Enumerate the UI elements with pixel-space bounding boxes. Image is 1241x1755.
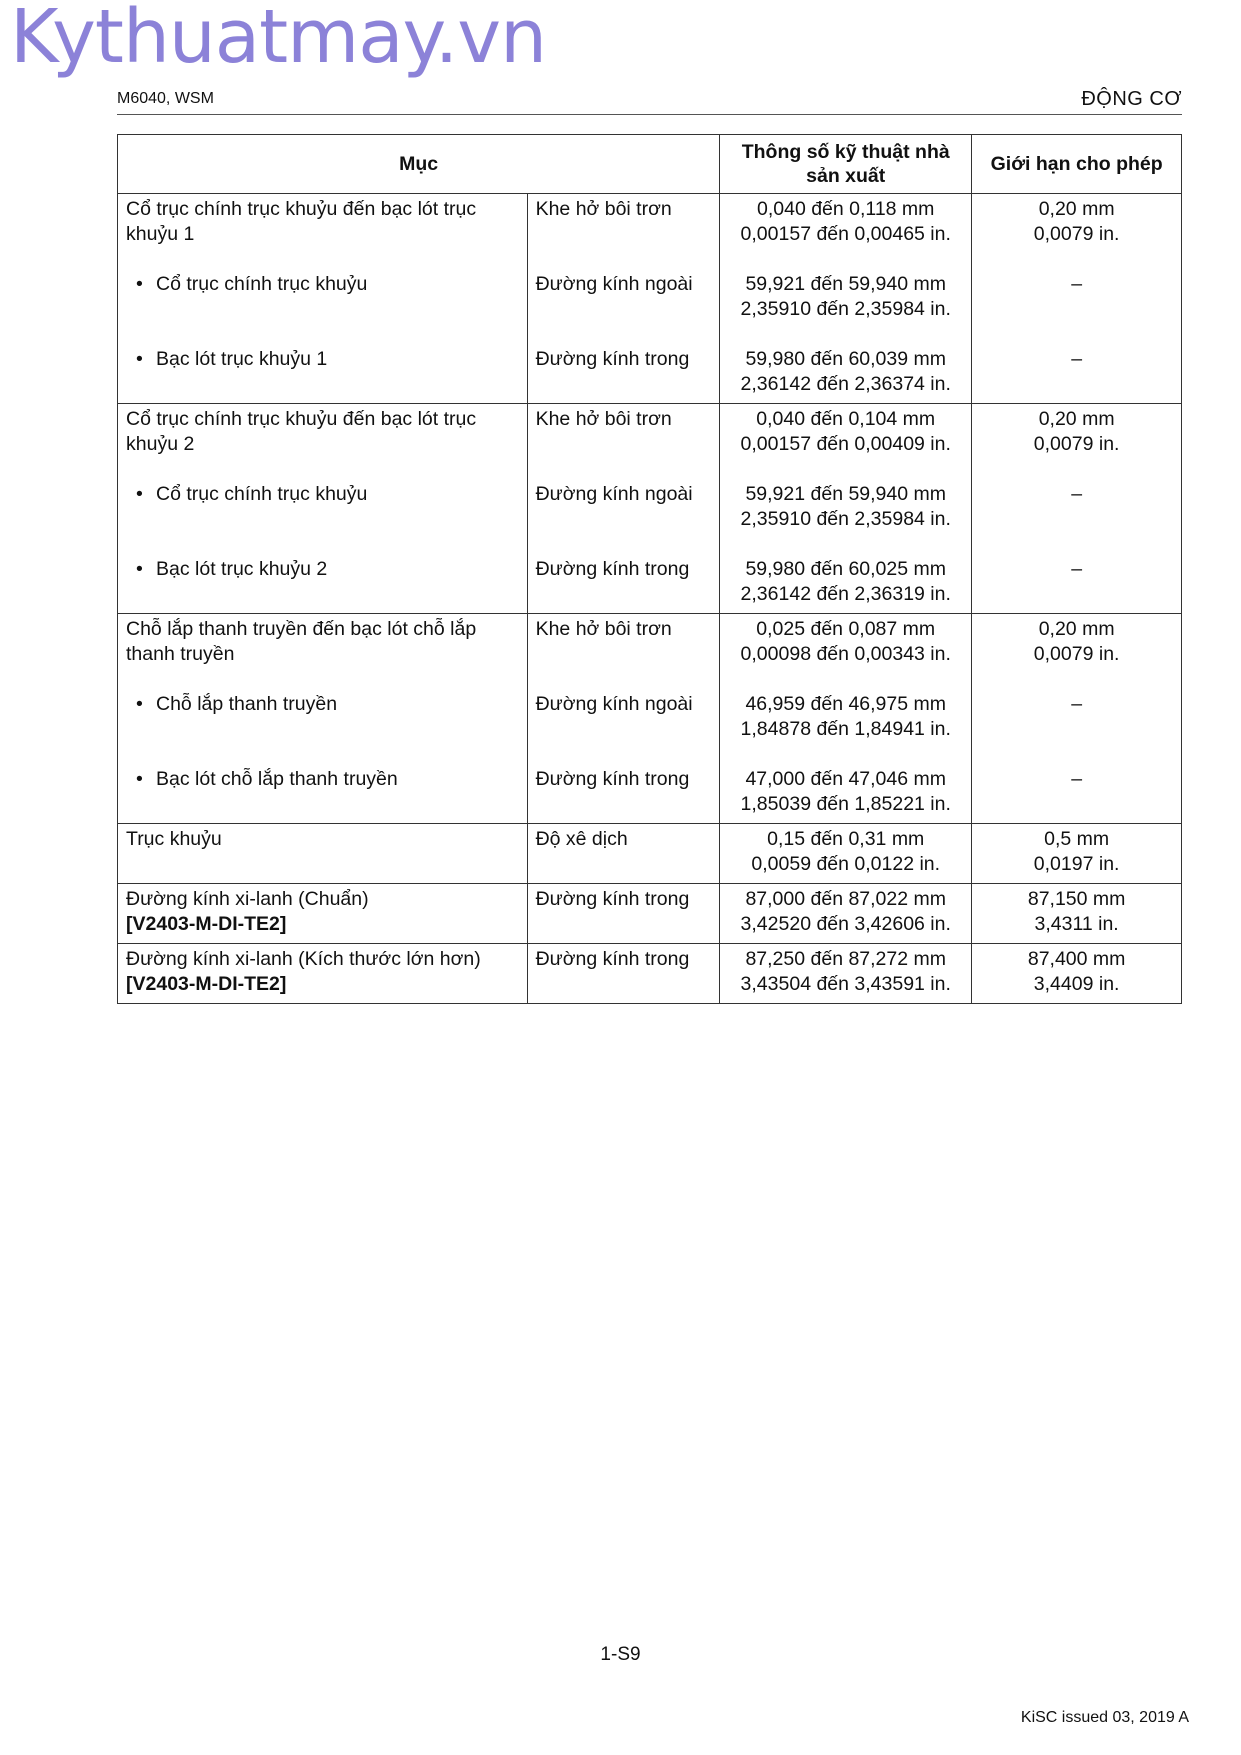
model-code: [V2403-M-DI-TE2] <box>126 913 287 935</box>
table-row <box>118 404 1182 614</box>
item-label: Đường kính xi-lanh (Kích thước lớn hơn) [V2403-M-DI-TE2] <box>126 948 481 995</box>
table-row <box>118 944 1182 1004</box>
item-label: • Cổ trục chính trục khuỷu <box>118 479 527 554</box>
spec-value: 59,980 đến 60,025 mm 2,36142 đến 2,36319 in. <box>740 558 951 605</box>
limit-value: – <box>1071 483 1083 505</box>
limit-value: 0,20 mm 0,0079 in. <box>1033 618 1120 665</box>
param-label: Đường kính trong <box>535 558 690 580</box>
limit-value: – <box>1071 273 1083 295</box>
spec-value: 87,000 đến 87,022 mm 3,42520 đến 3,42606 in. <box>740 888 951 935</box>
limit-value: – <box>1071 558 1083 580</box>
param-label: Khe hở bôi trơn <box>535 618 672 640</box>
item-label: Cổ trục chính trục khuỷu đến bạc lót trục khuỷu 2 <box>126 408 477 455</box>
limit-value: 0,20 mm 0,0079 in. <box>1033 408 1120 455</box>
item-label: • Bạc lót trục khuỷu 2 <box>118 554 527 613</box>
spec-value: 0,040 đến 0,104 mm 0,00157 đến 0,00409 in. <box>740 408 951 455</box>
limit-value: 0,5 mm 0,0197 in. <box>1033 828 1120 875</box>
table-row <box>118 194 1182 404</box>
param-label: Đường kính trong <box>535 888 690 910</box>
param-label: Đường kính ngoài <box>535 273 693 295</box>
table-row <box>118 614 1182 824</box>
spec-value: 0,025 đến 0,087 mm 0,00098 đến 0,00343 in. <box>740 618 951 665</box>
limit-value: – <box>1071 768 1083 790</box>
spec-value: 0,040 đến 0,118 mm 0,00157 đến 0,00465 in. <box>740 198 951 245</box>
limit-value: 0,20 mm 0,0079 in. <box>1033 198 1120 245</box>
item-label: • Cổ trục chính trục khuỷu <box>118 269 527 344</box>
issue-footer: KiSC issued 03, 2019 A <box>1020 1709 1189 1726</box>
limit-value: – <box>1071 693 1083 715</box>
spec-value: 59,921 đến 59,940 mm 2,35910 đến 2,35984 in. <box>740 273 951 320</box>
item-label: • Chỗ lắp thanh truyền <box>118 689 527 764</box>
spec-value: 47,000 đến 47,046 mm 1,85039 đến 1,85221 in. <box>740 768 951 815</box>
section-title: ĐỘNG CƠ <box>1081 88 1182 110</box>
param-label: Khe hở bôi trơn <box>535 198 672 220</box>
item-label: • Bạc lót chỗ lắp thanh truyền <box>118 764 527 823</box>
table-row <box>118 884 1182 944</box>
header-spec: Thông số kỹ thuật nhà sản xuất <box>720 135 972 194</box>
param-label: Độ xê dịch <box>535 828 628 850</box>
param-label: Đường kính ngoài <box>535 483 693 505</box>
item-label: Đường kính xi-lanh (Chuẩn) [V2403-M-DI-TE2] <box>126 888 369 935</box>
spec-value: 46,959 đến 46,975 mm 1,84878 đến 1,84941 in. <box>740 693 951 740</box>
spec-value: 59,980 đến 60,039 mm 2,36142 đến 2,36374 in. <box>740 348 951 395</box>
item-label: • Bạc lót trục khuỷu 1 <box>118 344 527 403</box>
spec-table <box>117 134 1182 1004</box>
limit-value: – <box>1071 348 1083 370</box>
item-label: Chỗ lắp thanh truyền đến bạc lót chỗ lắp thanh truyền <box>126 618 477 665</box>
item-label: Trục khuỷu <box>126 828 222 850</box>
param-label: Khe hở bôi trơn <box>535 408 672 430</box>
table-header-row <box>118 135 1182 194</box>
spec-value: 0,15 đến 0,31 mm 0,0059 đến 0,0122 in. <box>751 828 941 875</box>
watermark-logo: Kythuatmay.vn <box>10 0 547 80</box>
limit-value: 87,400 mm 3,4409 in. <box>1027 948 1126 995</box>
spec-value: 59,921 đến 59,940 mm 2,35910 đến 2,35984 in. <box>740 483 951 530</box>
param-label: Đường kính ngoài <box>535 693 693 715</box>
param-label: Đường kính trong <box>535 768 690 790</box>
limit-value: 87,150 mm 3,4311 in. <box>1027 888 1126 935</box>
header-divider <box>117 114 1182 115</box>
param-label: Đường kính trong <box>535 348 690 370</box>
header-item: Mục <box>118 135 720 194</box>
page-number: 1-S9 <box>600 1644 641 1665</box>
spec-value: 87,250 đến 87,272 mm 3,43504 đến 3,43591 in. <box>740 948 951 995</box>
header-limit: Giới hạn cho phép <box>972 135 1182 194</box>
model-code: [V2403-M-DI-TE2] <box>126 973 287 995</box>
item-label: Cổ trục chính trục khuỷu đến bạc lót trục khuỷu 1 <box>126 198 477 245</box>
table-row <box>118 824 1182 884</box>
manual-code: M6040, WSM <box>117 90 214 107</box>
param-label: Đường kính trong <box>535 948 690 970</box>
